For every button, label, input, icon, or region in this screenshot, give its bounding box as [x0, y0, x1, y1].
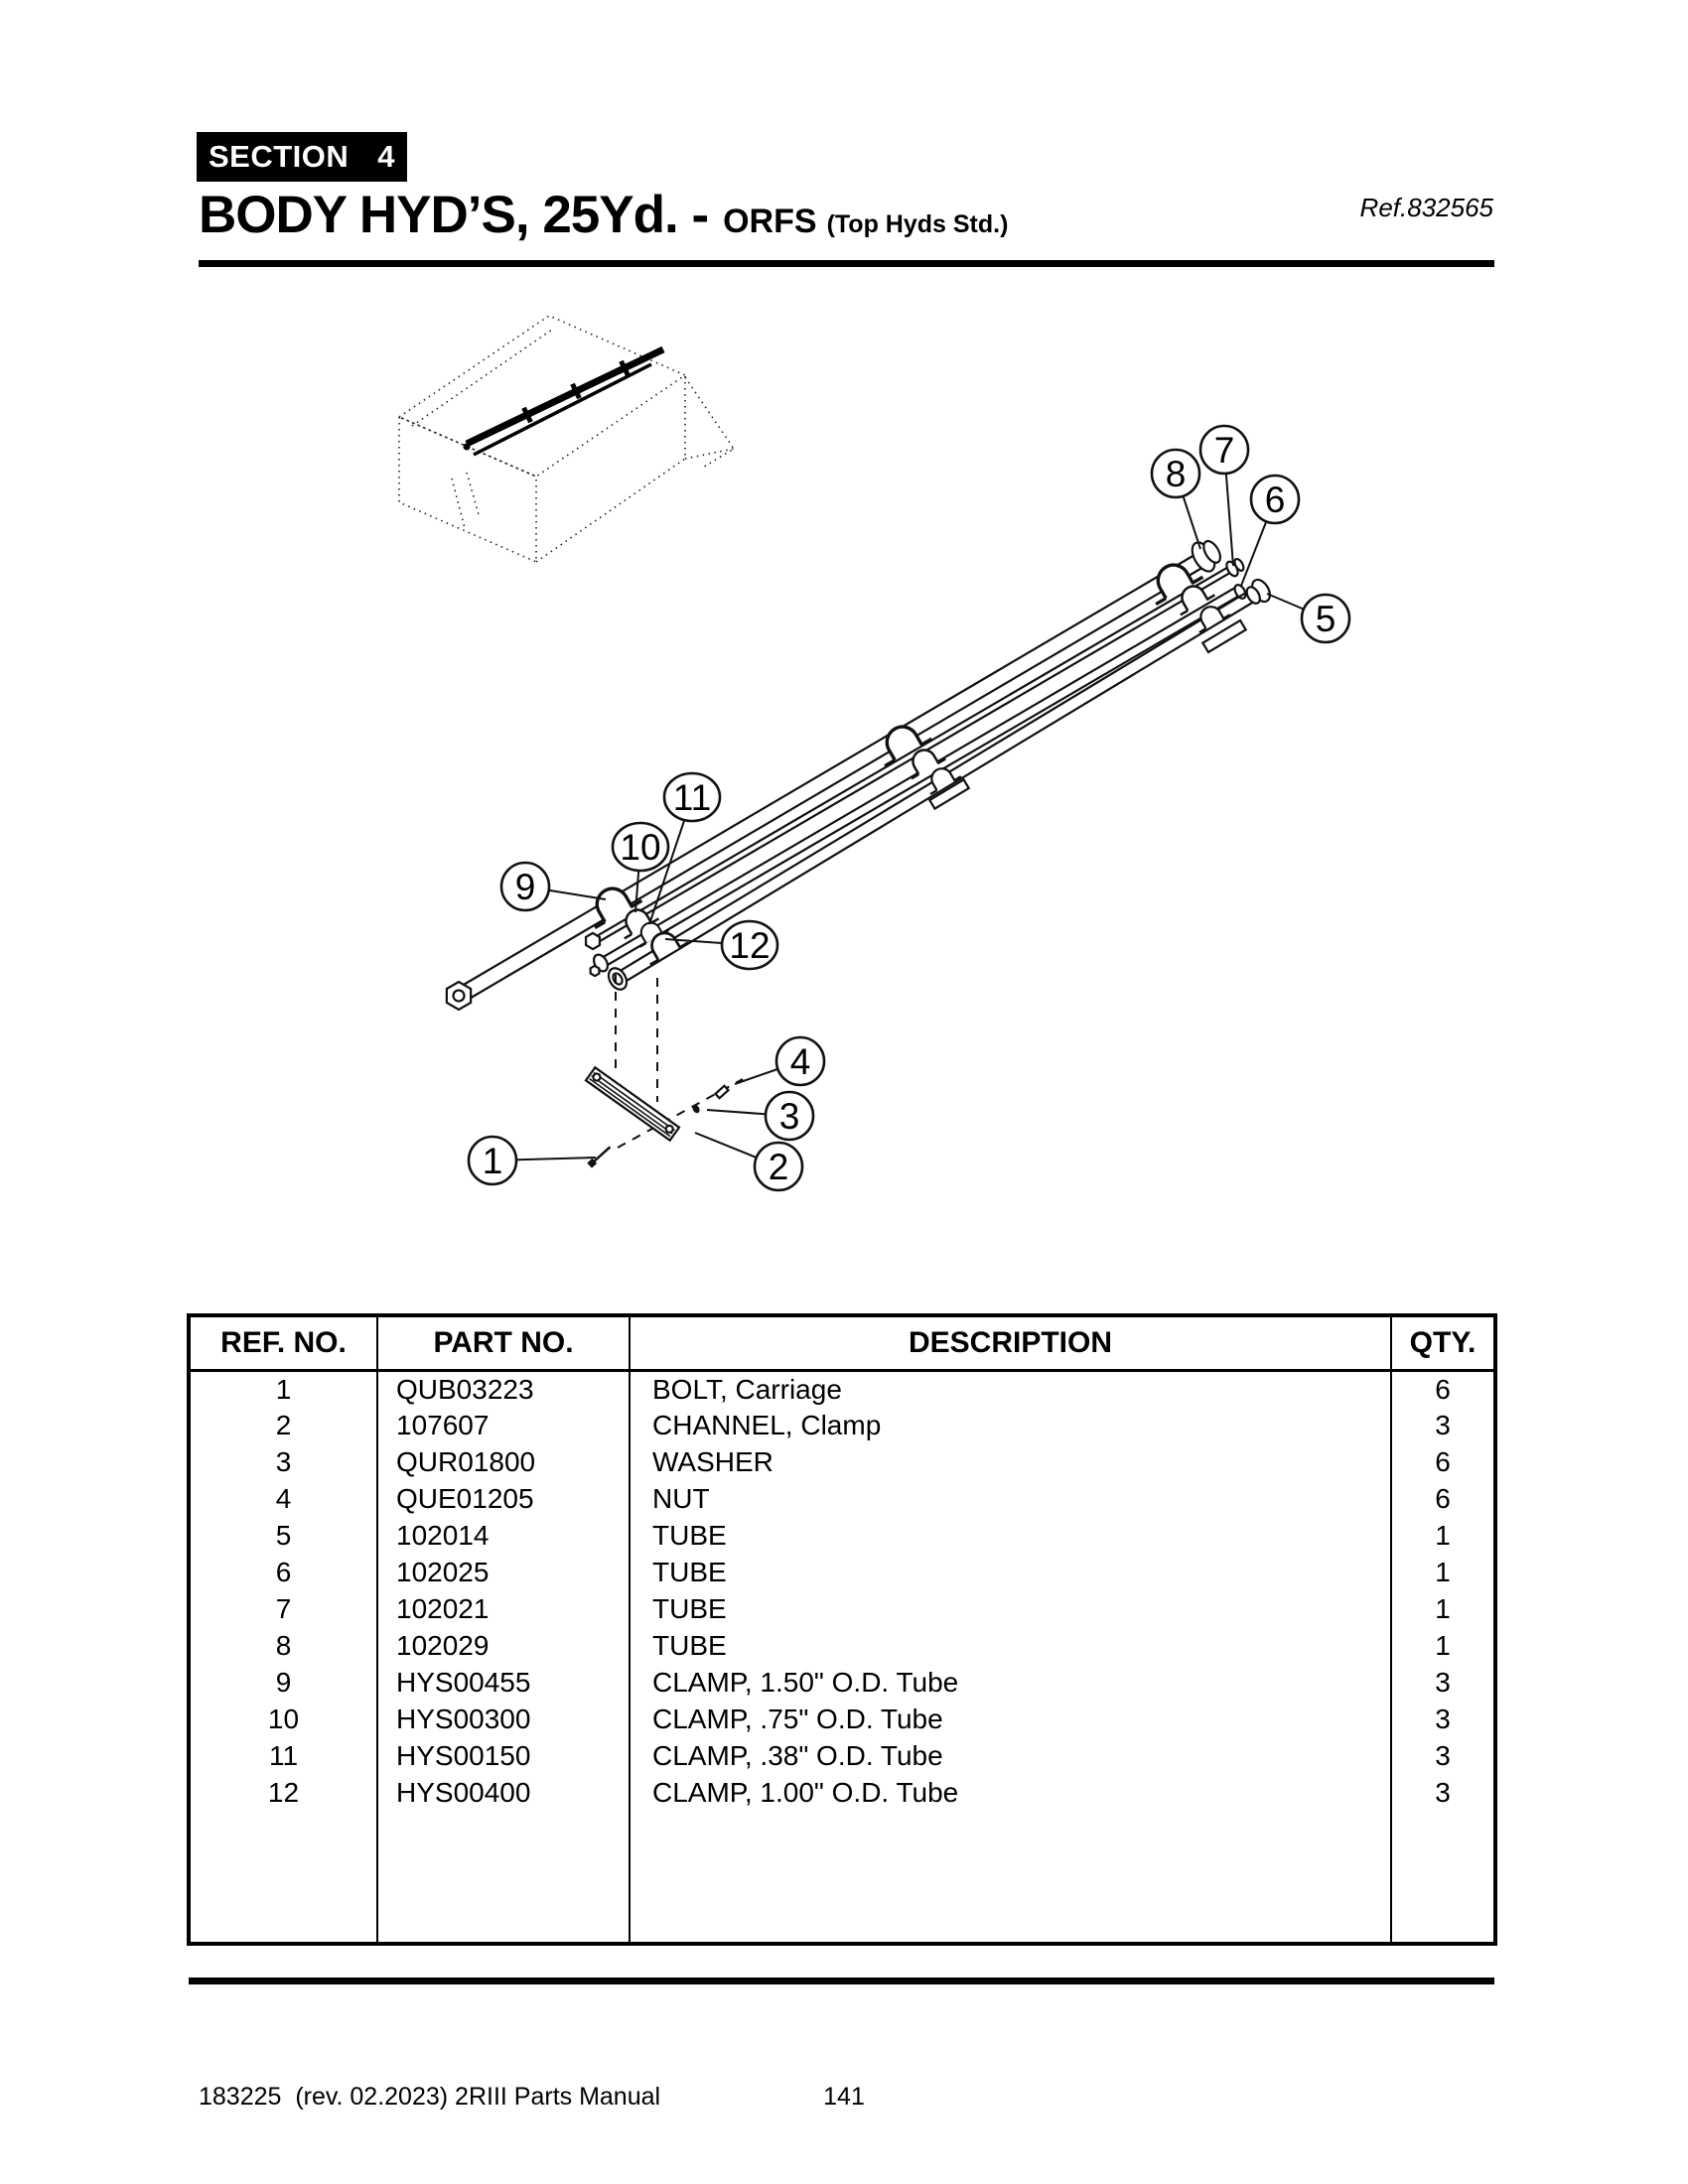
callout-number: 1 — [482, 1141, 503, 1181]
table-cell — [630, 1812, 1391, 1945]
table-cell: QUE01205 — [377, 1481, 630, 1518]
table-cell: 6 — [1435, 1446, 1451, 1477]
table-cell: 102025 — [377, 1555, 630, 1591]
callout-number: 8 — [1165, 454, 1187, 494]
column-header-part-no: PART NO. — [377, 1315, 630, 1371]
table-cell: 5 — [189, 1518, 377, 1555]
table-cell: CLAMP, 1.50" O.D. Tube — [630, 1665, 1391, 1702]
table-cell: 3 — [189, 1444, 377, 1481]
table-cell: 1 — [1435, 1520, 1451, 1551]
column-header-description: DESCRIPTION — [630, 1315, 1391, 1371]
table-row — [189, 1408, 1495, 1444]
footer-page-number: 141 — [823, 2083, 865, 2111]
table-cell: CLAMP, .38" O.D. Tube — [630, 1738, 1391, 1775]
footer-doc-info: 183225 (rev. 02.2023) 2RIII Parts Manual — [199, 2083, 661, 2111]
callout-5 — [1302, 595, 1349, 642]
callout-7 — [1200, 426, 1248, 474]
callout-6 — [1251, 476, 1299, 523]
table-row — [189, 1444, 1495, 1481]
table-row — [189, 1591, 1495, 1628]
callout-4 — [776, 1037, 824, 1085]
callout-1 — [469, 1137, 516, 1184]
table-cell: 3 — [1435, 1667, 1451, 1698]
callout-number: 9 — [514, 867, 536, 907]
section-label: SECTION — [209, 139, 350, 174]
table-cell: NUT — [630, 1481, 1391, 1518]
table-cell: 3 — [1435, 1410, 1451, 1440]
table-cell: 1 — [1435, 1630, 1451, 1661]
callout-8 — [1152, 450, 1199, 497]
table-cell: 1 — [1435, 1593, 1451, 1624]
table-cell — [1391, 1812, 1495, 1945]
table-row — [189, 1738, 1495, 1775]
table-cell: TUBE — [630, 1628, 1391, 1665]
table-cell: TUBE — [630, 1518, 1391, 1555]
channel-clamp — [586, 1067, 679, 1140]
section-number: 4 — [377, 139, 395, 174]
table-cell: TUBE — [630, 1591, 1391, 1628]
table-cell: 1 — [189, 1371, 377, 1408]
table-cell: 8 — [189, 1628, 377, 1665]
callout-number: 3 — [778, 1096, 800, 1137]
table-cell: 10 — [189, 1702, 377, 1738]
table-cell: 3 — [1435, 1740, 1451, 1771]
inset-tube-assembly — [464, 349, 664, 455]
table-cell: QUB03223 — [377, 1371, 630, 1408]
tube-end-cap — [1242, 577, 1273, 609]
table-row — [189, 1518, 1495, 1555]
callout-number: 6 — [1264, 479, 1286, 520]
table-cell: 7 — [189, 1591, 377, 1628]
table-cell: 6 — [1435, 1373, 1451, 1405]
tube-end-cap — [605, 965, 630, 993]
callout-2 — [755, 1143, 802, 1190]
callout-number: 2 — [768, 1147, 789, 1187]
table-cell: HYS00400 — [377, 1775, 630, 1812]
table-cell: CLAMP, .75" O.D. Tube — [630, 1702, 1391, 1738]
table-cell: QUR01800 — [377, 1444, 630, 1481]
callout-number: 4 — [789, 1041, 811, 1082]
table-row — [189, 1628, 1495, 1665]
table-cell: HYS00455 — [377, 1665, 630, 1702]
nut — [716, 1086, 729, 1098]
table-cell: 12 — [189, 1775, 377, 1812]
tube-hex-fitting — [441, 979, 477, 1014]
carriage-bolt — [587, 1145, 612, 1168]
reference-number: Ref.832565 — [1359, 193, 1493, 222]
page-title-sub: ORFS — [723, 203, 817, 240]
table-cell: 3 — [1435, 1704, 1451, 1734]
page-title-main: BODY HYD’S, 25Yd. - — [199, 186, 709, 244]
table-cell: TUBE — [630, 1555, 1391, 1591]
parts-diagram — [0, 278, 1688, 1271]
table-row — [189, 1481, 1495, 1518]
table-cell: 2 — [189, 1408, 377, 1444]
table-row — [189, 1371, 1495, 1408]
callout-number: 7 — [1213, 430, 1235, 471]
tube-38-od — [583, 556, 1246, 951]
table-cell: HYS00150 — [377, 1738, 630, 1775]
column-header-ref-no: REF. NO. — [189, 1315, 377, 1371]
table-cell — [189, 1812, 377, 1945]
table-row — [189, 1775, 1495, 1812]
callout-number: 5 — [1315, 599, 1336, 639]
callout-3 — [766, 1092, 813, 1140]
truck-body-inset — [399, 316, 734, 562]
table-cell: 102014 — [377, 1518, 630, 1555]
callout-number: 10 — [620, 827, 661, 868]
page-title — [199, 185, 1008, 245]
projection-lines — [616, 975, 743, 1148]
callout-number: 12 — [729, 925, 771, 966]
title-rule — [199, 260, 1494, 267]
callout-10 — [613, 823, 668, 871]
parts-table — [187, 1313, 1497, 1946]
callout-9 — [501, 863, 549, 910]
page-title-note: (Top Hyds Std.) — [826, 210, 1009, 238]
table-header-row — [189, 1315, 1495, 1371]
table-row — [189, 1555, 1495, 1591]
table-cell: WASHER — [630, 1444, 1391, 1481]
table-cell: 11 — [189, 1738, 377, 1775]
table-cell: 107607 — [377, 1408, 630, 1444]
table-cell: 1 — [1435, 1557, 1451, 1587]
table-cell: CLAMP, 1.00" O.D. Tube — [630, 1775, 1391, 1812]
table-cell: 102029 — [377, 1628, 630, 1665]
table-cell: BOLT, Carriage — [630, 1371, 1391, 1408]
callout-11 — [664, 773, 720, 821]
table-row — [189, 1702, 1495, 1738]
column-header-qty: QTY. — [1391, 1315, 1495, 1371]
washer — [691, 1104, 701, 1115]
parts-table-body — [189, 1371, 1495, 1945]
callout-number: 11 — [672, 777, 712, 818]
table-cell: 6 — [189, 1555, 377, 1591]
table-cell: 6 — [1435, 1483, 1451, 1514]
section-header-box — [197, 132, 407, 182]
callout-12 — [722, 921, 777, 969]
table-row — [189, 1665, 1495, 1702]
table-cell: 3 — [1435, 1777, 1451, 1808]
table-cell: 102021 — [377, 1591, 630, 1628]
tube-150-od — [441, 535, 1226, 1014]
table-cell: 9 — [189, 1665, 377, 1702]
table-cell — [377, 1812, 630, 1945]
table-cell: CHANNEL, Clamp — [630, 1408, 1391, 1444]
table-cell: 4 — [189, 1481, 377, 1518]
tube-end-cap — [1188, 535, 1225, 576]
table-spacer-row — [189, 1812, 1495, 1945]
table-cell: HYS00300 — [377, 1702, 630, 1738]
bottom-rule — [189, 1978, 1494, 1984]
